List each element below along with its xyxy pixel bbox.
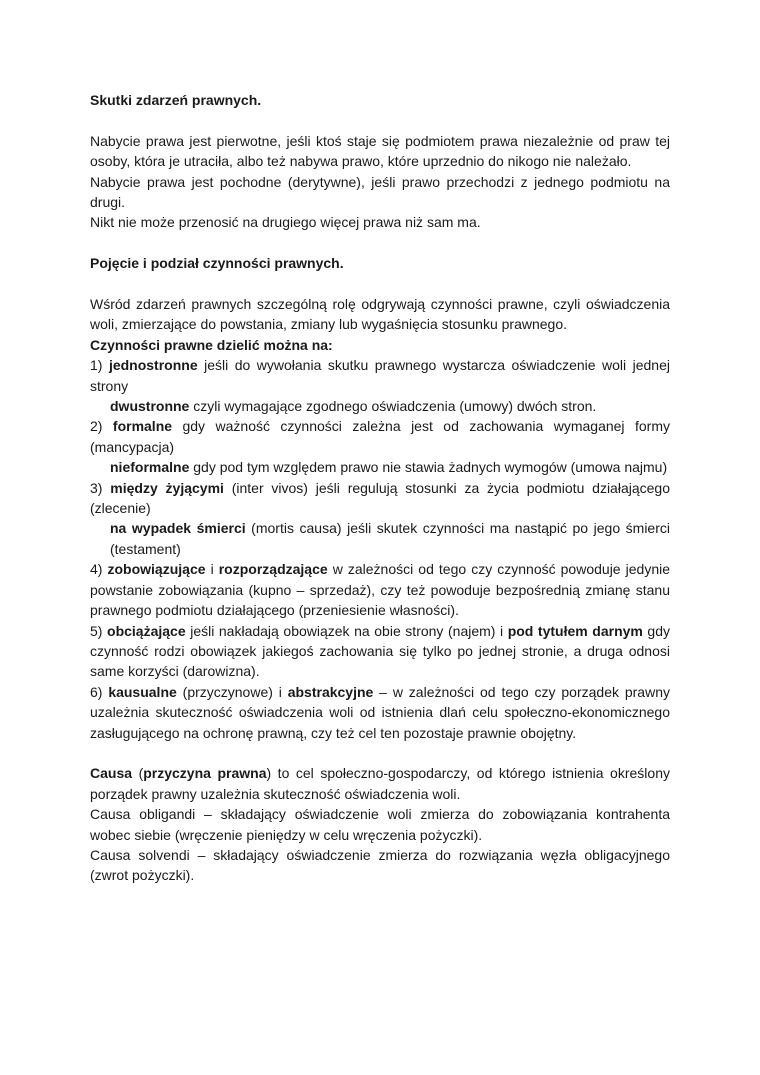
- term-formalne: formalne: [112, 418, 173, 435]
- item-text: (inter vivos) jeśli regulują stosunki za życia podmiotu działającego (zlecenie): [90, 479, 670, 517]
- item-text: jeśli do wywołania skutku prawnego wystarcza oświadczenie woli jednej strony: [90, 357, 670, 394]
- term-pod-tytulem-darnym: pod tytułem darnym: [507, 622, 643, 639]
- item-text: gdy czynność rodzi obowiązek jakiegoś zachowania się tylko po jednej stronie, a druga odnosi same korzyści (darowizna).: [90, 622, 671, 680]
- term-nieformalne: nieformalne: [110, 459, 190, 476]
- list-item-5: [90, 621, 670, 682]
- paragraph-intro: Wśród zdarzeń prawnych szczególną rolę odgrywają czynności prawne, czyli oświadczenia woli, zmierzające do powstania, zmiany lub wygaśnięcia stosunku prawnego.: [90, 296, 670, 333]
- list-item-4: [90, 559, 670, 620]
- item-text: czyli wymagające zgodnego oświadczenia (umowy) dwóch stron.: [189, 398, 597, 415]
- list-item-6: [90, 682, 670, 743]
- term-kausualne: kausualne: [108, 683, 177, 700]
- item-text: gdy ważność czynności zależna jest od zachowania wymaganej formy (mancypacja): [90, 418, 670, 455]
- item-text: – w zależności od tego czy porządek prawny uzależnia skuteczność oświadczenia woli od istnienia dlań celu społeczno-ekonomicznego zasługującego na ochronę prawną, czy też cel ten pozostaje prawnie obojętny.: [90, 683, 670, 741]
- paragraph-nikt-nie-moze: Nikt nie może przenosić na drugiego więcej prawa niż sam ma.: [90, 214, 481, 231]
- term-rozporzadzajace: rozporządzające: [218, 561, 328, 578]
- term-jednostronne: jednostronne: [108, 357, 198, 374]
- item-number: 6): [90, 683, 109, 700]
- item-text: (: [132, 765, 144, 782]
- term-abstrakcyjne: abstrakcyjne: [287, 683, 374, 700]
- section-title-skutki: Skutki zdarzeń prawnych.: [90, 92, 262, 108]
- paragraph-nabycie-pierwotne: Nabycie prawa jest pierwotne, jeśli ktoś staje się podmiotem prawa niezależnie od praw tej osoby, która je utraciła, albo też nabywa prawo, które uprzednio do nikogo nie należało.: [90, 132, 670, 170]
- term-causa: Causa: [90, 765, 133, 782]
- item-number: 2): [90, 418, 113, 435]
- item-text: ) to cel społeczno-gospodarczy, od którego istnienia określony porządek prawny uzależnia skuteczność oświadczenia woli.: [90, 765, 670, 802]
- item-text: w zależności od tego czy czynność powoduje jedynie powstanie zobowiązania (kupno – sprzedaż), czy też powoduje bezpośrednią zmianę stanu prawnego podmiotu działającego (przeniesienie własności).: [90, 561, 670, 619]
- item-number: 4): [90, 561, 108, 578]
- paragraph-causa: [90, 763, 670, 804]
- document-page: [90, 90, 670, 886]
- paragraph-nabycie-pochodne: Nabycie prawa jest pochodne (derytywne), jeśli prawo przechodzi z jednego podmiotu na drugi.: [90, 173, 670, 211]
- item-number: 3): [90, 479, 111, 496]
- paragraph-causa-obligandi: Causa obligandi – składający oświadczenie woli zmierza do zobowiązania kontrahenta wobec siebie (wręczenie pieniędzy w celu wręczenia pożyczki).: [90, 806, 670, 843]
- list-item-1: [90, 355, 670, 396]
- item-text: jeśli nakładają obowiązek na obie strony (najem) i: [185, 622, 508, 639]
- list-item-2: [90, 416, 670, 457]
- term-obciazajace: obciążające: [107, 622, 186, 639]
- item-number: 5): [90, 622, 108, 639]
- list-heading: Czynności prawne dzielić można na:: [90, 336, 333, 353]
- term-na-wypadek-smierci: na wypadek śmierci: [110, 520, 246, 537]
- item-text: (przyczynowe) i: [176, 683, 288, 700]
- item-text: gdy pod tym względem prawo nie stawia żadnych wymogów (umowa najmu): [189, 459, 668, 476]
- item-text: (mortis causa) jeśli skutek czynności ma nastąpić po jego śmierci (testament): [110, 520, 670, 557]
- paragraph-causa-solvendi: Causa solvendi – składający oświadczenie zmierza do rozwiązania węzła obligacyjnego (zwrot pożyczki).: [90, 846, 670, 884]
- item-text: i: [205, 561, 219, 578]
- list-item-2b: [90, 457, 670, 477]
- term-przyczyna-prawna: przyczyna prawna: [143, 765, 267, 782]
- list-item-1b: [90, 396, 670, 416]
- term-dwustronne: dwustronne: [110, 398, 190, 415]
- item-number: 1): [90, 357, 109, 374]
- list-item-3: [90, 478, 670, 519]
- section-title-pojecie: Pojęcie i podział czynności prawnych.: [90, 255, 344, 272]
- term-zobowiazujace: zobowiązujące: [107, 561, 206, 578]
- list-item-3b: [90, 518, 670, 559]
- term-miedzy-zyjacymi: między żyjącymi: [110, 479, 224, 496]
